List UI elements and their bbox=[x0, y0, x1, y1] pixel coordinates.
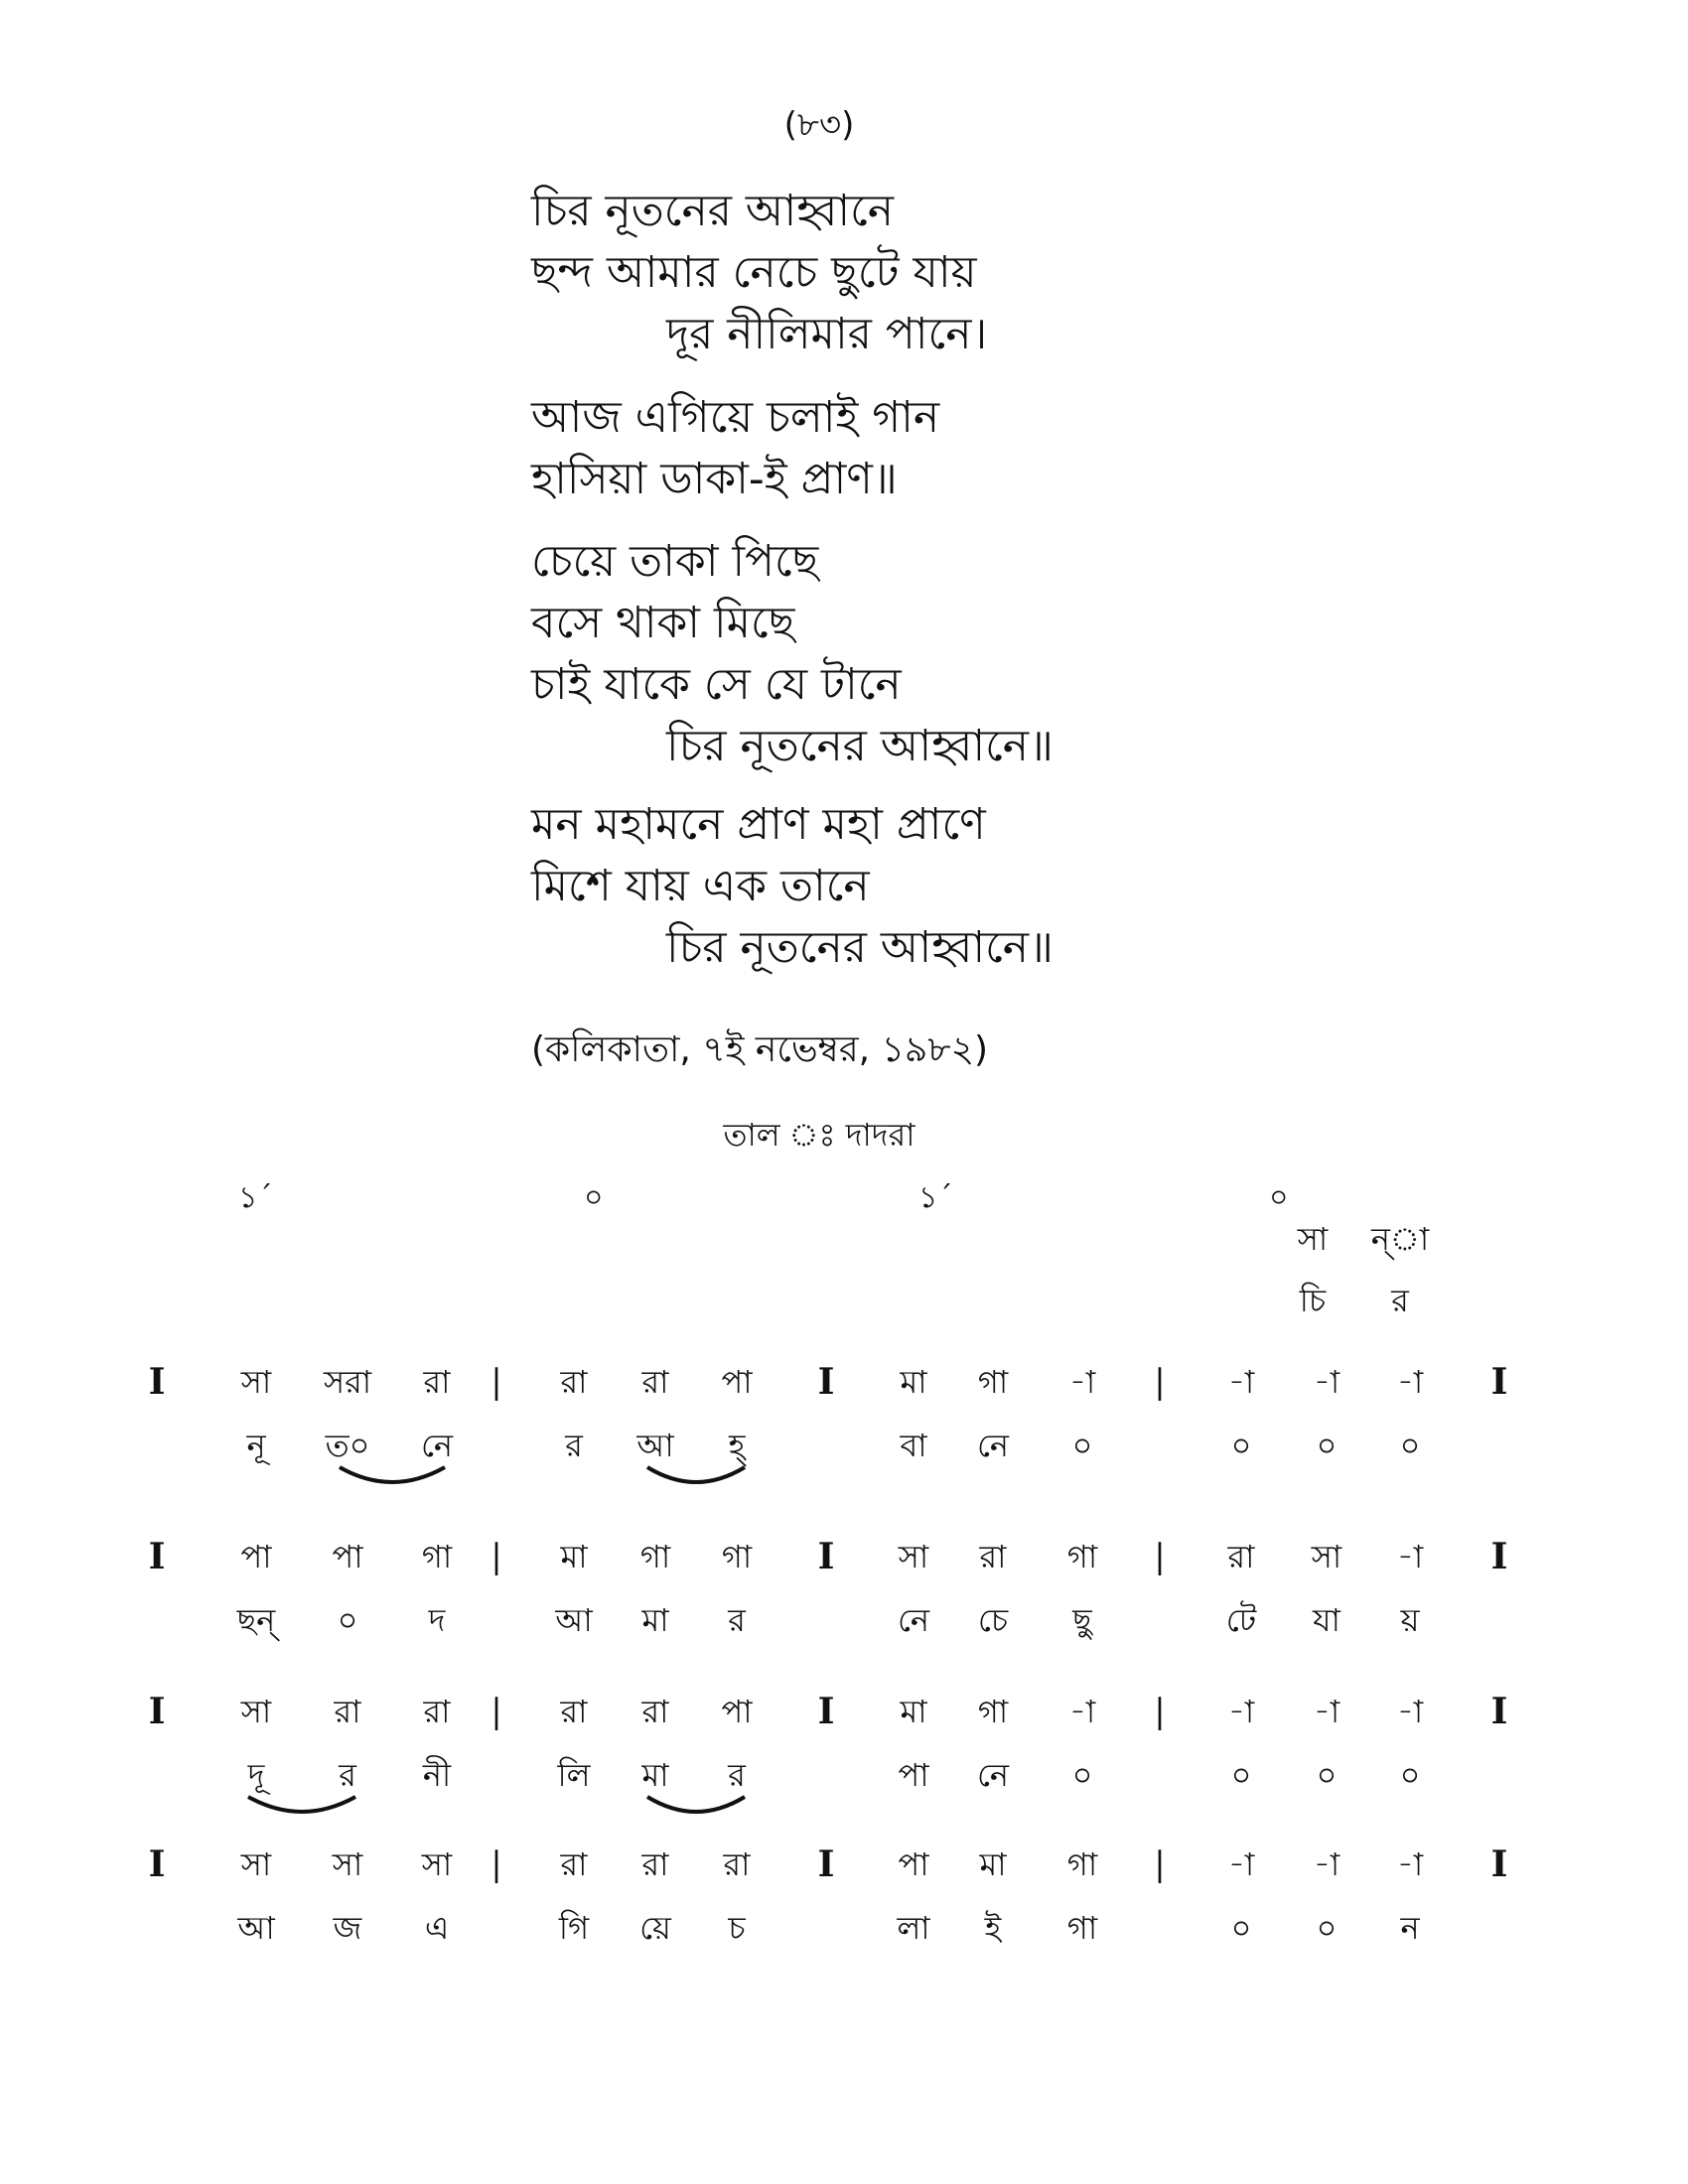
lyric-cell: চ bbox=[728, 1909, 746, 1947]
note-cell: গা bbox=[639, 1538, 671, 1575]
note-cell: পা bbox=[721, 1693, 753, 1730]
note-cell: মা bbox=[900, 1693, 927, 1730]
bar-line-minor: | bbox=[1154, 1362, 1166, 1402]
note-cell: গা bbox=[1066, 1538, 1098, 1575]
note-cell: -া bbox=[1396, 1845, 1424, 1883]
intro-note: ন্‌া bbox=[1370, 1220, 1430, 1258]
note-cell: -া bbox=[1313, 1845, 1340, 1883]
bar-line-major: I bbox=[148, 1361, 166, 1403]
note-cell: রা bbox=[641, 1363, 669, 1401]
lyric-cell: নে bbox=[976, 1756, 1010, 1794]
note-cell: সা bbox=[898, 1538, 929, 1575]
note-cell: -া bbox=[1227, 1693, 1255, 1730]
bar-line-major: I bbox=[817, 1691, 835, 1732]
lyric-cell: আ bbox=[636, 1427, 674, 1464]
lyric-cell: দ bbox=[428, 1601, 446, 1639]
lyric-cell: ০ bbox=[1316, 1427, 1337, 1464]
note-cell: পা bbox=[898, 1845, 929, 1883]
note-cell: রা bbox=[979, 1538, 1007, 1575]
lyric-cell: আ bbox=[237, 1909, 275, 1947]
note-cell: রা bbox=[560, 1845, 588, 1883]
note-cell: -া bbox=[1227, 1363, 1255, 1401]
note-cell: পা bbox=[240, 1538, 272, 1575]
lyric-cell: মা bbox=[641, 1756, 669, 1794]
lyric-cell: নে bbox=[420, 1427, 454, 1464]
bar-line-minor: | bbox=[1154, 1692, 1166, 1731]
lyric-cell: হ্ bbox=[728, 1427, 746, 1464]
note-cell: সা bbox=[240, 1363, 272, 1401]
lyric-cell: পা bbox=[898, 1756, 929, 1794]
note-cell: গা bbox=[977, 1363, 1009, 1401]
lyric-cell: নূ bbox=[246, 1427, 266, 1464]
lyric-cell: নে bbox=[897, 1601, 930, 1639]
poem-line: আজ এগিয়ে চলাই গান bbox=[531, 392, 940, 443]
lyric-cell: এ bbox=[424, 1909, 450, 1947]
note-cell: সা bbox=[240, 1693, 272, 1730]
lyric-cell: ০ bbox=[1399, 1756, 1421, 1794]
bar-line-major: I bbox=[1490, 1691, 1508, 1732]
bar-line-minor: | bbox=[491, 1362, 502, 1402]
beat-mark-khali: ০ bbox=[584, 1180, 604, 1215]
note-cell: রা bbox=[560, 1363, 588, 1401]
note-cell: পা bbox=[332, 1538, 363, 1575]
bar-line-minor: | bbox=[1154, 1844, 1166, 1884]
slur-path bbox=[248, 1797, 355, 1812]
lyric-cell: নে bbox=[976, 1427, 1010, 1464]
lyric-cell: র bbox=[339, 1756, 356, 1794]
poem-line: মন মহামনে প্রাণ মহা প্রাণে bbox=[531, 799, 986, 850]
note-cell: রা bbox=[423, 1363, 451, 1401]
note-cell: -া bbox=[1068, 1363, 1096, 1401]
lyric-cell: জ bbox=[333, 1909, 362, 1947]
bar-line-minor: | bbox=[491, 1844, 502, 1884]
note-cell: -া bbox=[1227, 1845, 1255, 1883]
lyric-cell: ০ bbox=[1316, 1756, 1337, 1794]
intro-lyric: র bbox=[1391, 1282, 1409, 1319]
poem-line: চির নূতনের আহ্বানে bbox=[531, 186, 895, 236]
note-cell: -া bbox=[1313, 1363, 1340, 1401]
poem-line: চেয়ে তাকা পিছে bbox=[531, 536, 819, 587]
note-cell: রা bbox=[334, 1693, 361, 1730]
stanza-1 bbox=[531, 181, 987, 365]
poem-line: হাসিয়া ডাকা-ই প্রাণ॥ bbox=[531, 454, 898, 504]
beat-mark-khali: ০ bbox=[1269, 1180, 1289, 1215]
bar-line-major: I bbox=[817, 1843, 835, 1885]
note-cell: -া bbox=[1068, 1693, 1096, 1730]
note-cell: গা bbox=[721, 1538, 753, 1575]
poem-line: মিশে যায় এক তানে bbox=[531, 861, 870, 911]
note-cell: রা bbox=[560, 1693, 588, 1730]
poem-line: বসে থাকা মিছে bbox=[531, 598, 795, 648]
lyric-cell: ০ bbox=[1230, 1427, 1252, 1464]
slur-path bbox=[340, 1467, 445, 1482]
lyric-cell: মা bbox=[641, 1601, 669, 1639]
note-cell: -া bbox=[1396, 1693, 1424, 1730]
bar-line-major: I bbox=[148, 1691, 166, 1732]
lyric-cell: ০ bbox=[1230, 1909, 1252, 1947]
note-cell: সা bbox=[421, 1845, 453, 1883]
slur-path bbox=[647, 1467, 745, 1482]
lyric-cell: ০ bbox=[1230, 1756, 1252, 1794]
bar-line-minor: | bbox=[491, 1692, 502, 1731]
slur-path bbox=[647, 1797, 745, 1812]
note-cell: সরা bbox=[323, 1363, 372, 1401]
note-cell: রা bbox=[641, 1845, 669, 1883]
bar-line-major: I bbox=[148, 1843, 166, 1885]
bar-line-major: I bbox=[1490, 1843, 1508, 1885]
lyric-cell: লি bbox=[557, 1756, 591, 1794]
dateline: (কলিকাতা, ৭ই নভেম্বর, ১৯৮২) bbox=[531, 1029, 989, 1070]
lyric-cell: ০ bbox=[1071, 1427, 1093, 1464]
note-cell: পা bbox=[721, 1363, 753, 1401]
note-cell: গা bbox=[977, 1693, 1009, 1730]
poem-line: চাই যাকে সে যে টানে bbox=[531, 659, 902, 710]
note-cell: রা bbox=[723, 1845, 751, 1883]
slur-mark bbox=[645, 1793, 747, 1823]
lyric-cell: ছন্ bbox=[236, 1601, 276, 1639]
bar-line-major: I bbox=[148, 1536, 166, 1577]
note-cell: গা bbox=[421, 1538, 453, 1575]
lyric-cell: চে bbox=[977, 1601, 1009, 1639]
lyric-cell: ০ bbox=[1399, 1427, 1421, 1464]
bar-line-minor: | bbox=[491, 1537, 502, 1576]
lyric-cell: যা bbox=[1313, 1601, 1340, 1639]
slur-mark bbox=[338, 1463, 447, 1493]
poem-line: দূর নীলিমার পানে। bbox=[666, 309, 988, 359]
note-cell: -া bbox=[1313, 1693, 1340, 1730]
lyric-cell: আ bbox=[555, 1601, 593, 1639]
note-cell: -া bbox=[1396, 1363, 1424, 1401]
lyric-cell: ০ bbox=[337, 1601, 358, 1639]
lyric-cell: র bbox=[728, 1756, 746, 1794]
note-cell: রা bbox=[1227, 1538, 1255, 1575]
bar-line-major: I bbox=[1490, 1536, 1508, 1577]
tala-name: তাল ঃ দাদরা bbox=[723, 1116, 915, 1154]
poem-line: চির নূতনের আহ্বানে॥ bbox=[666, 721, 1054, 771]
stanza-4 bbox=[531, 794, 1054, 979]
lyric-cell: ০ bbox=[1316, 1909, 1337, 1947]
bar-line-major: I bbox=[817, 1361, 835, 1403]
beat-mark-sam: ১´ bbox=[918, 1180, 953, 1215]
bar-line-major: I bbox=[1490, 1361, 1508, 1403]
note-cell: রা bbox=[423, 1693, 451, 1730]
slur-mark bbox=[246, 1793, 357, 1823]
bar-line-minor: | bbox=[1154, 1537, 1166, 1576]
note-cell: মা bbox=[560, 1538, 588, 1575]
stanza-2 bbox=[531, 387, 939, 510]
lyric-cell: ন bbox=[1400, 1909, 1420, 1947]
lyric-cell: বা bbox=[900, 1427, 927, 1464]
lyric-cell: র bbox=[728, 1601, 746, 1639]
lyric-cell: দূ bbox=[247, 1756, 265, 1794]
poem-line: চির নূতনের আহ্বানে॥ bbox=[666, 922, 1054, 973]
lyric-cell: র bbox=[565, 1427, 583, 1464]
page-number: (৮৩) bbox=[783, 105, 855, 145]
intro-note: সা bbox=[1297, 1220, 1329, 1258]
note-cell: সা bbox=[240, 1845, 272, 1883]
lyric-cell: য়ে bbox=[639, 1909, 671, 1947]
lyric-cell: ই bbox=[984, 1909, 1002, 1947]
lyric-cell: গি bbox=[558, 1909, 590, 1947]
lyric-cell: গা bbox=[1066, 1909, 1098, 1947]
bar-line-major: I bbox=[817, 1536, 835, 1577]
lyric-cell: লা bbox=[897, 1909, 930, 1947]
note-cell: রা bbox=[641, 1693, 669, 1730]
lyric-cell: টে bbox=[1225, 1601, 1257, 1639]
lyric-cell: ০ bbox=[1071, 1756, 1093, 1794]
intro-lyric: চি bbox=[1299, 1282, 1327, 1319]
note-cell: গা bbox=[1066, 1845, 1098, 1883]
lyric-cell: ছু bbox=[1072, 1601, 1092, 1639]
beat-mark-sam: ১´ bbox=[238, 1180, 273, 1215]
note-cell: মা bbox=[900, 1363, 927, 1401]
note-cell: সা bbox=[332, 1845, 363, 1883]
note-cell: সা bbox=[1311, 1538, 1342, 1575]
poem-line: ছন্দ আমার নেচে ছুটে যায় bbox=[531, 247, 977, 298]
stanza-3 bbox=[531, 531, 1054, 777]
lyric-cell: ত০ bbox=[325, 1427, 370, 1464]
note-cell: -া bbox=[1396, 1538, 1424, 1575]
slur-mark bbox=[645, 1463, 747, 1493]
lyric-cell: য় bbox=[1400, 1601, 1420, 1639]
note-cell: মা bbox=[979, 1845, 1007, 1883]
lyric-cell: নী bbox=[422, 1756, 452, 1794]
